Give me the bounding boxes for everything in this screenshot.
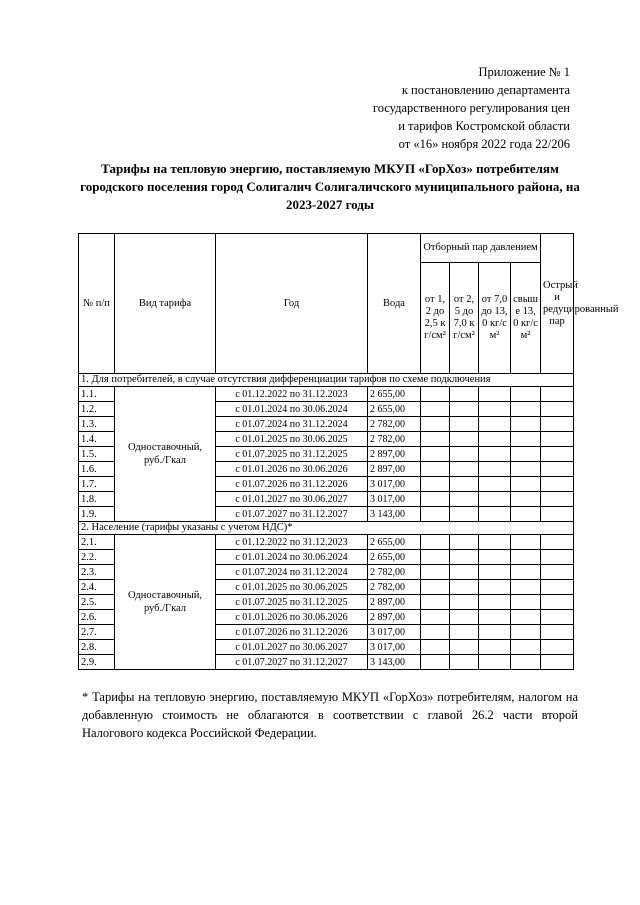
empty-cell (479, 417, 511, 432)
empty-cell (541, 477, 574, 492)
empty-cell (421, 417, 450, 432)
document-title: Тарифы на тепловую энергию, поставляемую МКУП «ГорХоз» потребителям городского поселения город Солигалич Солигаличского муниципального района, на 2023-2027 годы (80, 161, 580, 212)
empty-cell (421, 507, 450, 522)
period: с 01.01.2025 по 30.06.2025 (216, 432, 368, 447)
empty-cell (479, 550, 511, 565)
empty-cell (511, 492, 541, 507)
appendix-line: и тарифов Костромской области (398, 119, 570, 133)
empty-cell (479, 477, 511, 492)
empty-cell (450, 507, 479, 522)
row-number: 1.6. (79, 462, 115, 477)
empty-cell (511, 595, 541, 610)
row-number: 2.6. (79, 610, 115, 625)
empty-cell (450, 417, 479, 432)
empty-cell (511, 447, 541, 462)
water-tariff: 2 782,00 (368, 565, 421, 580)
empty-cell (421, 640, 450, 655)
period: с 01.12.2022 по 31.12.2023 (216, 387, 368, 402)
empty-cell (541, 492, 574, 507)
empty-cell (421, 387, 450, 402)
empty-cell (511, 477, 541, 492)
empty-cell (450, 402, 479, 417)
empty-cell (421, 550, 450, 565)
period: с 01.01.2027 по 30.06.2027 (216, 492, 368, 507)
water-tariff: 2 655,00 (368, 402, 421, 417)
empty-cell (421, 477, 450, 492)
row-number: 2.8. (79, 640, 115, 655)
empty-cell (450, 625, 479, 640)
period: с 01.07.2025 по 31.12.2025 (216, 595, 368, 610)
header-pressure-2: от 2,5 до 7,0 кг/см² (450, 263, 479, 374)
empty-cell (450, 462, 479, 477)
empty-cell (511, 580, 541, 595)
empty-cell (450, 387, 479, 402)
water-tariff: 2 897,00 (368, 595, 421, 610)
header-num: № п/п (79, 234, 115, 374)
row-number: 1.1. (79, 387, 115, 402)
empty-cell (450, 640, 479, 655)
empty-cell (479, 387, 511, 402)
empty-cell (541, 447, 574, 462)
empty-cell (421, 462, 450, 477)
empty-cell (511, 387, 541, 402)
empty-cell (450, 432, 479, 447)
tariff-table-body (79, 374, 574, 670)
empty-cell (421, 595, 450, 610)
water-tariff: 2 782,00 (368, 417, 421, 432)
period: с 01.01.2025 по 30.06.2025 (216, 580, 368, 595)
empty-cell (511, 565, 541, 580)
empty-cell (541, 640, 574, 655)
empty-cell (511, 625, 541, 640)
water-tariff: 2 655,00 (368, 550, 421, 565)
header-year: Год (216, 234, 368, 374)
empty-cell (421, 580, 450, 595)
period: с 01.01.2024 по 30.06.2024 (216, 550, 368, 565)
empty-cell (511, 462, 541, 477)
water-tariff: 2 782,00 (368, 580, 421, 595)
row-number: 1.4. (79, 432, 115, 447)
period: с 01.07.2024 по 31.12.2024 (216, 565, 368, 580)
water-tariff: 3 143,00 (368, 655, 421, 670)
row-number: 1.7. (79, 477, 115, 492)
table-row (79, 535, 574, 550)
period: с 01.01.2027 по 30.06.2027 (216, 640, 368, 655)
empty-cell (450, 550, 479, 565)
empty-cell (511, 550, 541, 565)
empty-cell (479, 535, 511, 550)
empty-cell (541, 507, 574, 522)
period: с 01.07.2026 по 31.12.2026 (216, 477, 368, 492)
empty-cell (479, 580, 511, 595)
empty-cell (479, 402, 511, 417)
empty-cell (479, 640, 511, 655)
empty-cell (479, 655, 511, 670)
period: с 01.07.2024 по 31.12.2024 (216, 417, 368, 432)
water-tariff: 2 782,00 (368, 432, 421, 447)
empty-cell (541, 550, 574, 565)
empty-cell (479, 625, 511, 640)
empty-cell (541, 595, 574, 610)
empty-cell (450, 492, 479, 507)
row-number: 2.4. (79, 580, 115, 595)
period: с 01.01.2026 по 30.06.2026 (216, 610, 368, 625)
header-steam: Отборный пар давлением (421, 234, 541, 263)
empty-cell (541, 535, 574, 550)
empty-cell (511, 402, 541, 417)
header-pressure-1: от 1,2 до 2,5 кг/см² (421, 263, 450, 374)
row-number: 1.2. (79, 402, 115, 417)
period: с 01.07.2025 по 31.12.2025 (216, 447, 368, 462)
tariff-type: Одноставочный, руб./Гкал (115, 535, 216, 670)
section-title: 2. Население (тарифы указаны с учетом НДС)* (79, 522, 574, 535)
empty-cell (511, 640, 541, 655)
header-type: Вид тарифа (115, 234, 216, 374)
section-title: 1. Для потребителей, в случае отсутствия дифференциации тарифов по схеме подключения (79, 374, 574, 387)
water-tariff: 2 655,00 (368, 535, 421, 550)
section-row (79, 374, 574, 387)
water-tariff: 3 017,00 (368, 477, 421, 492)
empty-cell (421, 402, 450, 417)
row-number: 2.9. (79, 655, 115, 670)
period: с 01.01.2024 по 30.06.2024 (216, 402, 368, 417)
water-tariff: 3 143,00 (368, 507, 421, 522)
empty-cell (421, 655, 450, 670)
empty-cell (541, 417, 574, 432)
footnote: * Тарифы на тепловую энергию, поставляемую МКУП «ГорХоз» потребителям, налогом на добавленную стоимость не облагаются в соответствии с главой 26.2 части второй Налогового кодекса Российской Федерации. (82, 690, 578, 740)
empty-cell (421, 565, 450, 580)
water-tariff: 3 017,00 (368, 640, 421, 655)
empty-cell (479, 595, 511, 610)
empty-cell (479, 565, 511, 580)
empty-cell (541, 580, 574, 595)
empty-cell (450, 610, 479, 625)
period: с 01.12.2022 по 31.12.2023 (216, 535, 368, 550)
empty-cell (541, 402, 574, 417)
empty-cell (450, 477, 479, 492)
empty-cell (421, 492, 450, 507)
water-tariff: 2 897,00 (368, 447, 421, 462)
row-number: 2.5. (79, 595, 115, 610)
empty-cell (450, 580, 479, 595)
empty-cell (541, 387, 574, 402)
row-number: 2.2. (79, 550, 115, 565)
empty-cell (541, 432, 574, 447)
empty-cell (511, 655, 541, 670)
water-tariff: 2 897,00 (368, 610, 421, 625)
empty-cell (541, 625, 574, 640)
row-number: 2.1. (79, 535, 115, 550)
empty-cell (450, 565, 479, 580)
empty-cell (511, 417, 541, 432)
header-pressure-4: свыше 13,0 кг/см² (511, 263, 541, 374)
empty-cell (511, 432, 541, 447)
empty-cell (541, 610, 574, 625)
header-pressure-3: от 7,0 до 13,0 кг/см² (479, 263, 511, 374)
empty-cell (479, 492, 511, 507)
water-tariff: 3 017,00 (368, 492, 421, 507)
water-tariff: 3 017,00 (368, 625, 421, 640)
appendix-header (373, 63, 570, 153)
empty-cell (541, 462, 574, 477)
appendix-line: к постановлению департамента (401, 83, 570, 97)
appendix-line: Приложение № 1 (478, 65, 570, 79)
empty-cell (479, 462, 511, 477)
water-tariff: 2 897,00 (368, 462, 421, 477)
empty-cell (421, 432, 450, 447)
tariff-table (78, 233, 619, 670)
empty-cell (421, 535, 450, 550)
empty-cell (450, 447, 479, 462)
empty-cell (541, 655, 574, 670)
header-water: Вода (368, 234, 421, 374)
appendix-line: государственного регулирования цен (372, 101, 570, 115)
empty-cell (511, 535, 541, 550)
empty-cell (421, 610, 450, 625)
row-number: 2.3. (79, 565, 115, 580)
empty-cell (479, 432, 511, 447)
empty-cell (479, 507, 511, 522)
header-sharp-steam: Острый и редуцированный пар (541, 234, 574, 374)
empty-cell (479, 447, 511, 462)
empty-cell (450, 655, 479, 670)
row-number: 1.8. (79, 492, 115, 507)
row-number: 1.9. (79, 507, 115, 522)
water-tariff: 2 655,00 (368, 387, 421, 402)
empty-cell (511, 507, 541, 522)
empty-cell (421, 447, 450, 462)
tariff-type: Одноставочный, руб./Гкал (115, 387, 216, 522)
empty-cell (421, 625, 450, 640)
row-number: 2.7. (79, 625, 115, 640)
appendix-line: от «16» ноября 2022 года 22/206 (398, 137, 570, 151)
empty-cell (511, 610, 541, 625)
row-number: 1.5. (79, 447, 115, 462)
empty-cell (479, 610, 511, 625)
period: с 01.01.2026 по 30.06.2026 (216, 462, 368, 477)
empty-cell (541, 565, 574, 580)
section-row (79, 522, 574, 535)
row-number: 1.3. (79, 417, 115, 432)
period: с 01.07.2026 по 31.12.2026 (216, 625, 368, 640)
empty-cell (450, 595, 479, 610)
period: с 01.07.2027 по 31.12.2027 (216, 655, 368, 670)
period: с 01.07.2027 по 31.12.2027 (216, 507, 368, 522)
table-row (79, 387, 574, 402)
empty-cell (450, 535, 479, 550)
